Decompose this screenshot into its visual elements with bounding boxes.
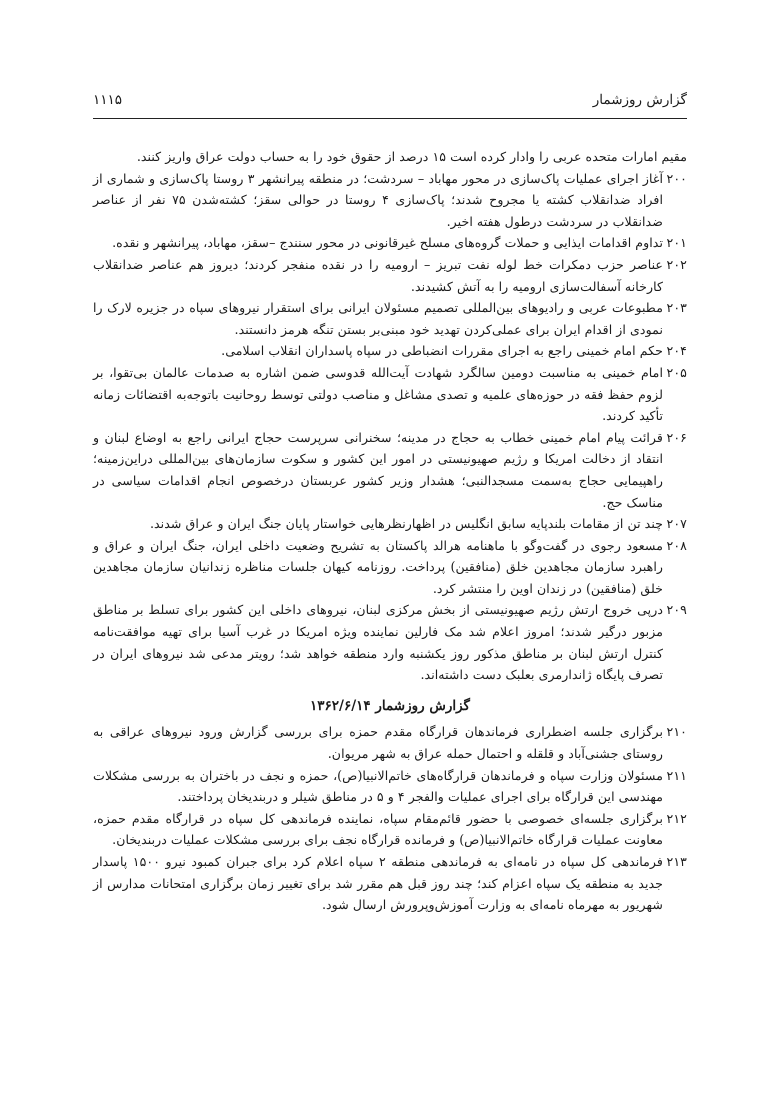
entry-text: فرماندهی کل سپاه در نامه‌ای به فرماندهی منطقه ۲ سپاه اعلام کرد برای جبران کمبود نیرو ۱۵۰۰ پاسدار جدید به منطقه یک سپاه اعزام کند؛ چند روز قبل هم مقرر شد برای تغییر زمان برگزاری امتحانات مدارس از شهریور به مهرماه نامه‌ای به وزارت آموزش‌وپرورش ارسال شود.	[93, 854, 663, 913]
entry-text: آغاز اجرای عملیات پاک‌سازی در محور مهاباد – سردشت؛ در منطقه پیرانشهر ۳ روستا پاک‌سازی و شماری از افراد ضدانقلاب کشته یا مجروح شدند؛ پاک‌سازی ۴ روستا در حوالی سقز؛ کشته‌شدن ۷۵ نفر از عناصر ضدانقلاب در سردشت درطول هفته اخیر.	[93, 170, 663, 229]
entry-number: ۲۰۲	[666, 256, 687, 272]
entry-text: قرائت پیام امام خمینی خطاب به حجاج در مدینه؛ سخنرانی سرپرست حجاج ایرانی راجع به اوضاع لبنان و انتقاد از دخالت امریکا و رژیم صهیونیستی در امور این کشور و سکوت سازمان‌های بین‌المللی دراین‌زمینه؛ راهپیمایی حجاج به‌سمت مسجدالنبی؛ هشدار وزیر کشور عربستان درخصوص انجام اقدامات سیاسی در مناسک حج.	[93, 429, 663, 510]
document-body	[93, 146, 687, 916]
opening-paragraph: مقیم امارات متحده عربی را وادار کرده است ۱۵ درصد از حقوق خود را به حساب دولت عراق واریز کنند.	[136, 149, 687, 164]
entry-text: درپی خروج ارتش رژیم صهیونیستی از بخش مرکزی لبنان، نیروهای داخلی این کشور برای تسلط بر مناطق مزبور درگیر شدند؛ امروز اعلام شد مک فارلین نماینده ویژه امریکا در غرب آسیا برای تهیه موافقت‌نامه کنترل ارتش لبنان بر مناطق مذکور روز یکشنبه وارد منطقه خواهد شد؛ رویتر مدعی شد نیروهای ایران در تصرف پایگاه ژاندارمری بعلبک دست داشته‌اند.	[93, 602, 663, 683]
running-title: گزارش روزشمار	[592, 92, 687, 108]
entry-number: ۲۰۶	[666, 429, 687, 445]
list-item	[93, 427, 687, 513]
list-item	[93, 340, 687, 362]
list-item	[93, 362, 687, 427]
page-number: ۱۱۱۵	[93, 92, 123, 108]
list-item	[93, 168, 687, 233]
entry-number: ۲۰۸	[666, 537, 687, 553]
section-title: گزارش روزشمار ۱۳۶۲/۶/۱۴	[310, 697, 470, 714]
list-item	[93, 513, 687, 535]
entry-text: امام خمینی به مناسبت دومین سالگرد شهادت آیت‌الله قدوسی ضمن اشاره به صدمات عالمان بی‌تقوا، بر لزوم حفظ فقه در حوزه‌های علمیه و تصدی مشاغل و مناصب دولتی توسط روحانیت باتوجه‌به اقتضائات زمانه تأکید کردند.	[93, 364, 663, 424]
entry-number: ۲۰۴	[666, 343, 687, 359]
list-item	[93, 808, 687, 851]
entry-text: چند تن از مقامات بلندپایه سابق انگلیس در اظهارنظرهایی خواستار پایان جنگ ایران و عراق شدند.	[149, 516, 663, 532]
entry-list-part1	[93, 168, 687, 686]
entry-number: ۲۱۳	[666, 854, 687, 869]
entry-text: مطبوعات عربی و رادیوهای بین‌المللی تصمیم مسئولان ایرانی برای استقرار نیروهای سپاه در جزیره لارک را نمودی از اقدام ایران برای عملی‌کردن تهدید خود مبنی‌بر بستن تنگه هرمز دانستند.	[93, 300, 663, 337]
list-item	[93, 765, 687, 808]
header-rule	[93, 118, 687, 119]
entry-number: ۲۱۱	[666, 767, 687, 783]
entry-text: مسئولان وزارت سپاه و فرماندهان قرارگاه‌های خاتم‌الانبیا(ص)، حمزه و نجف در باختران به بررسی مشکلات مهندسی این قرارگاه برای اجرای عملیات والفجر ۴ و ۵ در مناطق شیلر و دربندیخان پرداختند.	[93, 767, 663, 805]
list-item	[93, 232, 687, 254]
list-item	[93, 297, 687, 340]
entry-number: ۲۰۱	[666, 235, 687, 251]
entry-text: حکم امام خمینی راجع به اجرای مقررات انضباطی در سپاه پاسداران انقلاب اسلامی.	[221, 343, 663, 359]
entry-text: برگزاری جلسه اضطراری فرماندهان قرارگاه مقدم حمزه برای بررسی گزارش ورود نیروهای عراقی به روستای جشنی‌آباد و قلقله و احتمال حمله عراق به شهر مریوان.	[93, 724, 663, 762]
list-item	[93, 535, 687, 600]
entry-number: ۲۰۵	[666, 364, 687, 380]
entry-number: ۲۰۳	[666, 300, 687, 316]
entry-number: ۲۰۰	[666, 170, 687, 186]
entry-number: ۲۱۲	[666, 810, 687, 826]
entry-text: تداوم اقدامات ایذایی و حملات گروه‌های مسلح غیرقانونی در محور سنندج –سقز، مهاباد، پیرانشهر و نقده.	[112, 235, 663, 251]
entry-text: عناصر حزب دمکرات خط لوله نفت تبریز – ارومیه را در نقده منفجر کردند؛ دیروز هم عناصر ضدانقلاب کارخانه آسفالت‌سازی ارومیه را به آتش کشیدند.	[93, 256, 663, 294]
list-item	[93, 851, 687, 916]
page-header	[93, 92, 687, 108]
entry-text: برگزاری جلسه‌ای خصوصی با حضور قائم‌مقام سپاه، نماینده فرماندهی کل سپاه در قرارگاه مقدم حمزه، معاونت عملیات قرارگاه خاتم‌الانبیا(ص) و فرمانده قرارگاه نجف برای بررسی مشکلات عملیات دربندیخان.	[93, 810, 663, 848]
entry-text: مسعود رجوی در گفت‌وگو با ماهنامه هرالد پاکستان به تشریح وضعیت داخلی ایران، جنگ ایران و عراق و راهبرد سازمان مجاهدین خلق (منافقین) پرداخت. روزنامه کیهان جلسات مناظره زندانیان سازمان مجاهدین خلق (منافقین) در زندان اوین را منتشر کرد.	[93, 537, 663, 596]
entry-number: ۲۱۰	[666, 724, 687, 740]
list-item	[93, 721, 687, 764]
list-item	[93, 599, 687, 685]
entry-list-part2	[93, 721, 687, 915]
list-item	[93, 254, 687, 297]
entry-number: ۲۰۷	[666, 516, 687, 532]
entry-number: ۲۰۹	[666, 602, 687, 618]
